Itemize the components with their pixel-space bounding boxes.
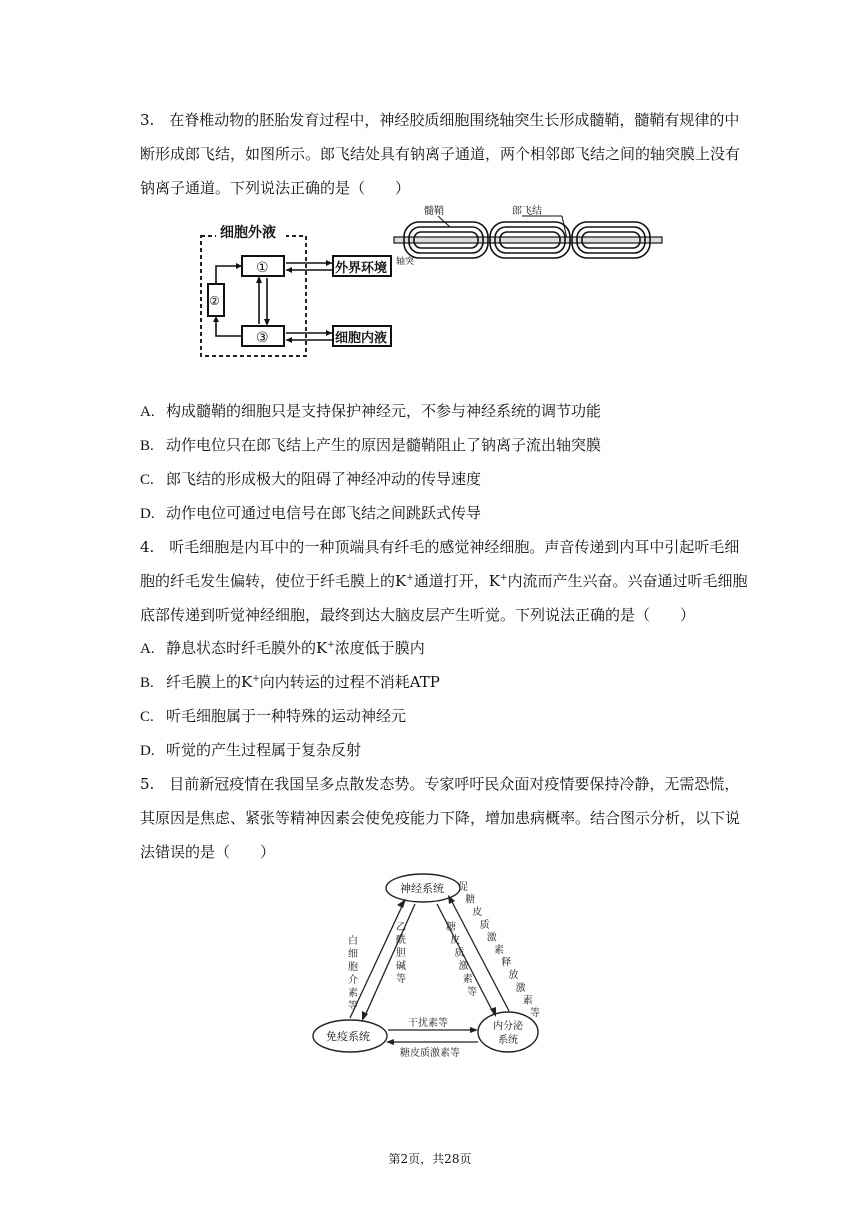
acetylcholine-label-char: 胆 — [396, 948, 406, 959]
external-environment-label: 外界环境 — [335, 261, 388, 276]
q4-option-b[interactable]: B. 纤毛膜上的K+向内转运的过程不消耗ATP — [140, 673, 440, 691]
acth-label-char: 激 — [486, 932, 497, 944]
box-1-label: ① — [256, 260, 269, 276]
interleukin-label-char: 胞 — [348, 962, 358, 973]
nervous-system-label: 神经系统 — [400, 882, 444, 895]
acth-label-char: 质 — [479, 919, 490, 931]
acth-label-char: 放 — [508, 970, 519, 982]
endocrine-system-label-1: 内分泌 — [493, 1021, 523, 1032]
acth-label-char: 皮 — [472, 907, 483, 919]
page-footer: 第2页，共28页 — [388, 1152, 472, 1166]
acth-label-char: 素 — [494, 945, 504, 956]
q4-option-a[interactable]: A. 静息状态时纤毛膜外的K+浓度低于膜内 — [140, 639, 425, 657]
acth-label-char: 等 — [530, 1008, 540, 1019]
question-3-stem: 3. 在脊椎动物的胚胎发育过程中，神经胶质细胞围绕轴突生长形成髓鞘，髓鞘有规律的中断形成郎飞结，如图所示。郎飞结处具有钠离子通道，两个相邻郎飞结之间的轴突膜上没有钠离子通道。下列说法正确的是（ ） — [140, 111, 741, 197]
acth-label-char: 促 — [458, 882, 468, 893]
glucocorticoid-mid-label-char: 激 — [458, 961, 469, 972]
intracellular-fluid-label: 细胞内液 — [335, 331, 388, 346]
q4-option-d[interactable]: D. 听觉的产生过程属于复杂反射 — [140, 741, 362, 759]
acth-label-char: 释 — [501, 957, 512, 969]
neuro-endocrine-immune-diagram — [312, 868, 548, 1064]
myelin-label: 髓鞘 — [424, 206, 444, 217]
acetylcholine-label-char: 碱 — [396, 961, 406, 972]
acth-label-char: 糖 — [465, 894, 476, 906]
glucocorticoid-bottom-label: 糖皮质激素等 — [400, 1048, 460, 1059]
interleukin-label-char: 白 — [348, 936, 358, 947]
glucocorticoid-mid-label-char: 糖 — [446, 922, 456, 933]
box-2-label: ② — [209, 294, 220, 308]
axon-label: 轴突 — [396, 257, 415, 265]
glucocorticoid-mid-label-char: 皮 — [450, 935, 461, 946]
q3-option-b[interactable]: B. 动作电位只在郎飞结上产生的原因是髓鞘阻止了钠离子流出轴突膜 — [140, 436, 602, 454]
glucocorticoid-mid-label-char: 素 — [462, 974, 473, 985]
box-3-label: ③ — [256, 330, 269, 346]
immune-system-label: 免疫系统 — [326, 1030, 370, 1043]
interleukin-label-char: 介 — [348, 975, 358, 986]
acetylcholine-label-char: 乙 — [396, 922, 406, 933]
question-4-stem: 4. 听毛细胞是内耳中的一种顶端具有纤毛的感觉神经细胞。声音传递到内耳中引起听毛细胞的纤毛发生偏转，使位于纤毛膜上的K+通道打开，K+内流而产生兴奋。兴奋通过听毛细胞底部传递到听觉神经细胞，最终到达大脑皮层产生听觉。下列说法正确的是（ ） — [140, 538, 748, 624]
glucocorticoid-mid-label-char: 质 — [454, 948, 465, 959]
extracellular-fluid-label: 细胞外液 — [220, 225, 276, 241]
acth-label-char: 激 — [515, 982, 526, 994]
acth-label-char: 素 — [522, 995, 533, 1007]
acetylcholine-label-char: 等 — [396, 974, 406, 985]
q4-option-c[interactable]: C. 听毛细胞属于一种特殊的运动神经元 — [140, 707, 407, 725]
endocrine-system-label-2: 系统 — [498, 1035, 518, 1046]
question-5-stem: 5. 目前新冠疫情在我国呈多点散发态势。专家呼吁民众面对疫情要保持冷静，无需恐慌，其原因是焦虑、紧张等精神因素会使免疫能力下降，增加患病概率。结合图示分析，以下说法错误的是（ ） — [140, 775, 741, 861]
myelinated-axon-diagram — [392, 203, 664, 265]
q3-option-d[interactable]: D. 动作电位可通过电信号在郎飞结之间跳跃式传导 — [140, 504, 482, 522]
q3-option-a[interactable]: A. 构成髓鞘的细胞只是支持保护神经元，不参与神经系统的调节功能 — [140, 402, 602, 420]
body-fluid-diagram — [196, 216, 394, 362]
interferon-label: 干扰素等 — [408, 1018, 448, 1029]
glucocorticoid-mid-label-char: 等 — [467, 987, 477, 998]
acetylcholine-label-char: 酰 — [396, 935, 406, 946]
q3-option-c[interactable]: C. 郎飞结的形成极大的阻碍了神经冲动的传导速度 — [140, 470, 482, 488]
node-of-ranvier-label: 郎飞结 — [512, 206, 542, 217]
interleukin-label-char: 细 — [348, 949, 358, 960]
interleukin-label-char: 等 — [348, 1001, 358, 1012]
interleukin-label-char: 素 — [348, 988, 358, 999]
